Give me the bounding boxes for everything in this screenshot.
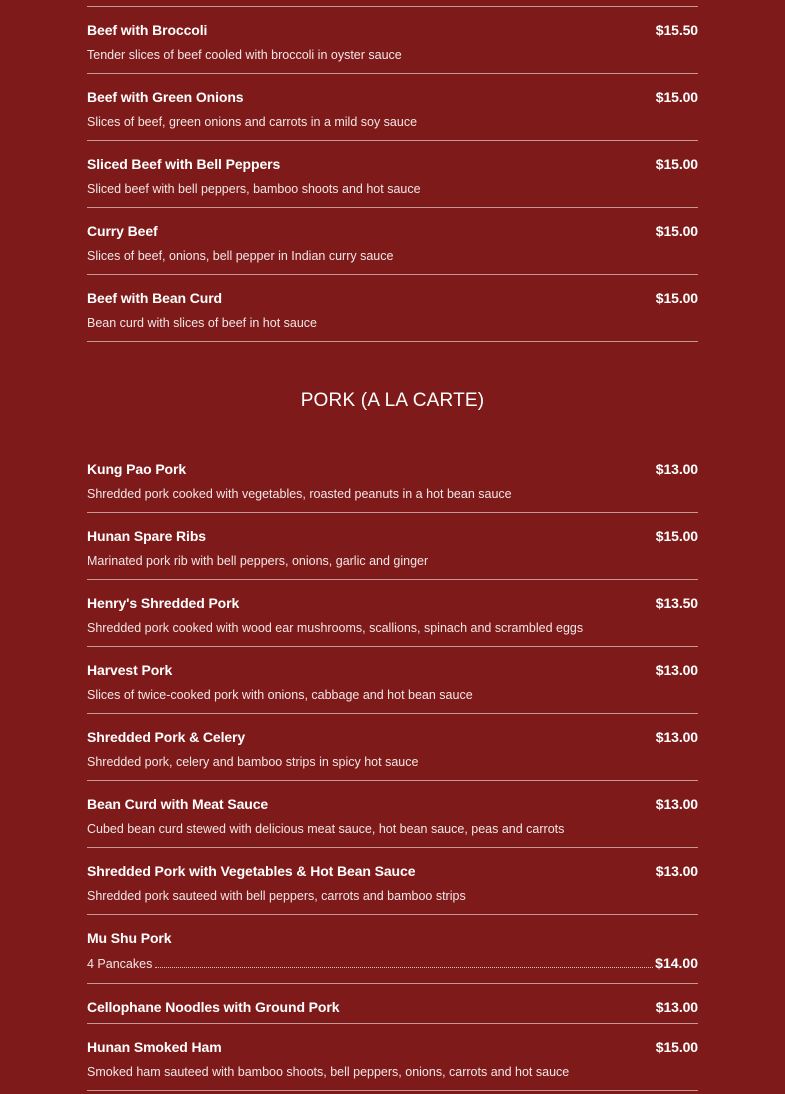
item-description: Bean curd with slices of beef in hot sauce	[87, 316, 317, 330]
item-price: $13.00	[655, 729, 698, 745]
menu-item-mu-shu	[87, 915, 698, 984]
item-description: Shredded pork sauteed with bell peppers, carrots and bamboo strips	[87, 889, 466, 903]
price-option	[87, 955, 698, 971]
menu-item	[87, 74, 698, 141]
menu-item	[87, 141, 698, 208]
dot-leader	[155, 967, 653, 968]
menu-item	[87, 848, 698, 915]
item-price: $13.00	[655, 662, 698, 678]
menu-item	[87, 513, 698, 580]
item-name: Curry Beef	[87, 223, 158, 239]
item-price: $15.00	[655, 89, 698, 105]
item-name: Shredded Pork & Celery	[87, 729, 246, 745]
item-name: Kung Pao Pork	[87, 461, 187, 477]
item-name: Mu Shu Pork	[87, 930, 172, 946]
menu-item	[87, 714, 698, 781]
menu-item	[87, 7, 698, 74]
item-description: Slices of beef, onions, bell pepper in Indian curry sauce	[87, 249, 394, 263]
item-name: Shredded Pork with Vegetables & Hot Bean Sauce	[87, 863, 416, 879]
divider	[87, 0, 698, 7]
menu-item	[87, 580, 698, 647]
item-description: Smoked ham sauteed with bamboo shoots, bell peppers, onions, carrots and hot sauce	[87, 1065, 570, 1079]
item-price: $15.00	[655, 223, 698, 239]
section-title: PORK (A LA CARTE)	[300, 390, 485, 411]
menu-item	[87, 647, 698, 714]
menu-item	[87, 275, 698, 342]
menu-list	[87, 0, 698, 1091]
menu-item	[87, 208, 698, 275]
item-description: Shredded pork cooked with vegetables, roasted peanuts in a hot bean sauce	[87, 487, 512, 501]
item-name: Bean Curd with Meat Sauce	[87, 796, 269, 812]
item-name: Beef with Bean Curd	[87, 290, 223, 306]
item-description: Marinated pork rib with bell peppers, onions, garlic and ginger	[87, 554, 429, 568]
item-name: Beef with Broccoli	[87, 22, 208, 38]
item-description: Shredded pork cooked with wood ear mushrooms, scallions, spinach and scrambled eggs	[87, 621, 584, 635]
item-price: $15.50	[655, 22, 698, 38]
item-description: Shredded pork, celery and bamboo strips in spicy hot sauce	[87, 755, 419, 769]
item-price: $13.00	[655, 999, 698, 1015]
item-price: $13.00	[655, 796, 698, 812]
item-name: Beef with Green Onions	[87, 89, 244, 105]
menu-item	[87, 984, 698, 1024]
item-price: $13.00	[655, 461, 698, 477]
item-description: Tender slices of beef cooled with broccoli in oyster sauce	[87, 48, 402, 62]
item-name: Hunan Smoked Ham	[87, 1039, 222, 1055]
item-name: Henry's Shredded Pork	[87, 595, 240, 611]
menu-item	[87, 781, 698, 848]
item-description: Slices of beef, green onions and carrots in a mild soy sauce	[87, 115, 418, 129]
option-label: 4 Pancakes	[87, 957, 153, 971]
item-description: Slices of twice-cooked pork with onions, cabbage and hot bean sauce	[87, 688, 473, 702]
option-price: $14.00	[655, 955, 698, 971]
item-description: Sliced beef with bell peppers, bamboo shoots and hot sauce	[87, 182, 421, 196]
item-price: $15.00	[655, 528, 698, 544]
menu-item	[87, 446, 698, 513]
item-price: $13.50	[655, 595, 698, 611]
item-description: Cubed bean curd stewed with delicious meat sauce, hot bean sauce, peas and carrots	[87, 822, 565, 836]
item-name: Sliced Beef with Bell Peppers	[87, 156, 281, 172]
item-name: Harvest Pork	[87, 662, 173, 678]
item-price: $13.00	[655, 863, 698, 879]
item-name: Cellophane Noodles with Ground Pork	[87, 999, 340, 1015]
item-price: $15.00	[655, 290, 698, 306]
item-price: $15.00	[655, 1039, 698, 1055]
item-name: Hunan Spare Ribs	[87, 528, 206, 544]
menu-item	[87, 1024, 698, 1091]
item-price: $15.00	[655, 156, 698, 172]
